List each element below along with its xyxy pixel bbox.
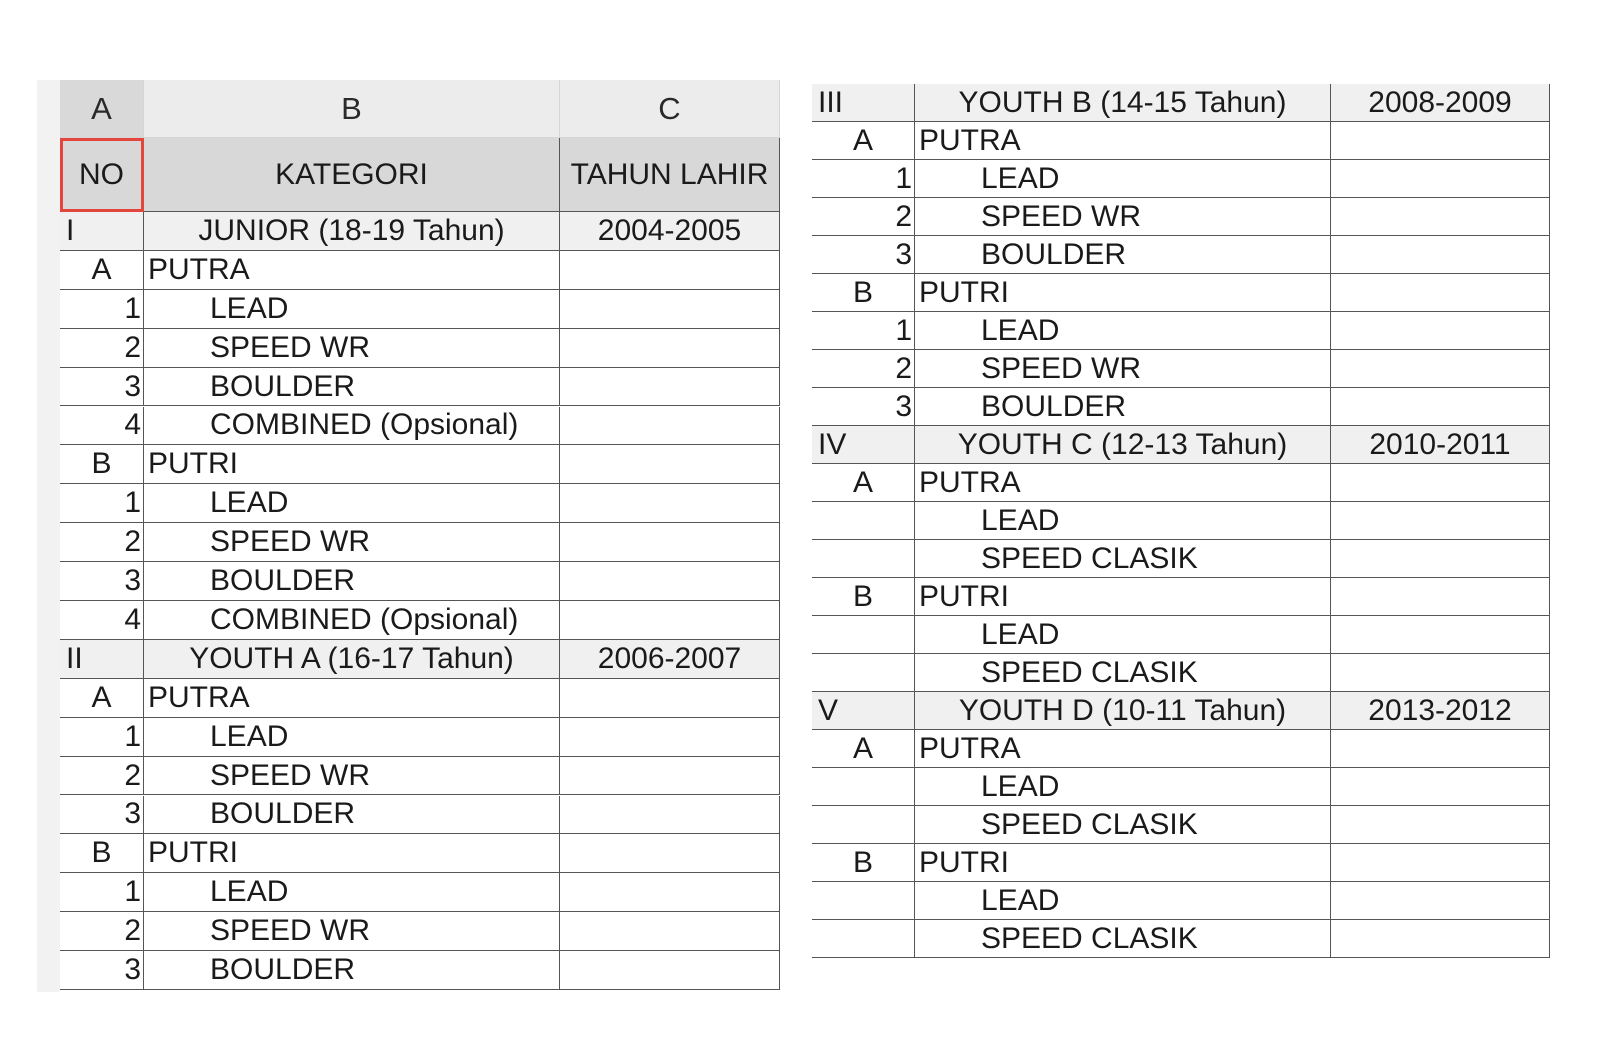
tahun-lahir-cell[interactable]: 2004-2005 bbox=[560, 212, 780, 251]
no-cell[interactable]: 1 bbox=[60, 290, 144, 329]
kategori-cell[interactable]: SPEED WR bbox=[144, 523, 560, 562]
no-cell[interactable]: 4 bbox=[60, 601, 144, 640]
tahun-lahir-cell[interactable] bbox=[560, 251, 780, 290]
kategori-cell[interactable]: BOULDER bbox=[915, 388, 1331, 426]
discipline-row bbox=[37, 484, 802, 523]
discipline-row bbox=[37, 796, 802, 835]
tahun-lahir-cell[interactable] bbox=[560, 679, 780, 718]
category-group-row bbox=[812, 426, 1563, 464]
table-header-row bbox=[37, 138, 802, 212]
tahun-lahir-cell[interactable] bbox=[560, 796, 780, 835]
no-cell[interactable]: B bbox=[60, 445, 144, 484]
kategori-cell[interactable]: COMBINED (Opsional) bbox=[144, 407, 560, 446]
no-cell[interactable]: 3 bbox=[60, 796, 144, 835]
kategori-cell[interactable]: PUTRI bbox=[915, 844, 1331, 882]
no-cell[interactable]: B bbox=[812, 578, 915, 616]
tahun-lahir-cell[interactable] bbox=[1331, 768, 1550, 806]
sheet-left bbox=[37, 80, 802, 992]
discipline-row bbox=[812, 768, 1563, 806]
tahun-lahir-cell[interactable] bbox=[1331, 578, 1550, 616]
kategori-cell[interactable]: PUTRA bbox=[144, 679, 560, 718]
category-group-row bbox=[37, 212, 802, 251]
no-cell[interactable]: 3 bbox=[812, 236, 915, 274]
tahun-lahir-cell[interactable] bbox=[1331, 844, 1550, 882]
kategori-cell[interactable]: PUTRI bbox=[915, 578, 1331, 616]
no-cell[interactable] bbox=[812, 882, 915, 920]
discipline-row bbox=[812, 654, 1563, 692]
kategori-cell[interactable]: SPEED WR bbox=[144, 912, 560, 951]
tahun-lahir-cell[interactable] bbox=[1331, 806, 1550, 844]
kategori-cell[interactable]: COMBINED (Opsional) bbox=[144, 601, 560, 640]
no-cell[interactable] bbox=[812, 806, 915, 844]
tahun-lahir-cell[interactable] bbox=[560, 601, 780, 640]
no-cell[interactable]: III bbox=[812, 84, 915, 122]
tahun-lahir-cell[interactable] bbox=[1331, 920, 1550, 958]
discipline-row bbox=[812, 882, 1563, 920]
kategori-cell[interactable]: PUTRI bbox=[144, 834, 560, 873]
tahun-lahir-cell[interactable]: 2006-2007 bbox=[560, 640, 780, 679]
tahun-lahir-cell[interactable] bbox=[1331, 540, 1550, 578]
gender-subgroup-row bbox=[812, 578, 1563, 616]
column-header-c[interactable]: C bbox=[560, 80, 780, 138]
gender-subgroup-row bbox=[37, 834, 802, 873]
kategori-cell[interactable]: BOULDER bbox=[144, 951, 560, 990]
kategori-cell[interactable]: SPEED WR bbox=[915, 350, 1331, 388]
discipline-row bbox=[37, 407, 802, 446]
tahun-lahir-cell[interactable] bbox=[1331, 502, 1550, 540]
discipline-row bbox=[812, 312, 1563, 350]
tahun-lahir-cell[interactable] bbox=[1331, 730, 1550, 768]
gender-subgroup-row bbox=[812, 844, 1563, 882]
kategori-cell[interactable]: SPEED CLASIK bbox=[915, 540, 1331, 578]
kategori-cell[interactable]: BOULDER bbox=[915, 236, 1331, 274]
kategori-cell[interactable]: SPEED CLASIK bbox=[915, 920, 1331, 958]
kategori-cell[interactable]: LEAD bbox=[915, 160, 1331, 198]
category-group-row bbox=[812, 84, 1563, 122]
kategori-cell[interactable]: YOUTH C (12-13 Tahun) bbox=[915, 426, 1331, 464]
tahun-lahir-cell[interactable] bbox=[1331, 274, 1550, 312]
tahun-lahir-cell[interactable] bbox=[1331, 198, 1550, 236]
no-cell[interactable]: 2 bbox=[60, 329, 144, 368]
discipline-row bbox=[37, 523, 802, 562]
kategori-cell[interactable]: JUNIOR (18-19 Tahun) bbox=[144, 212, 560, 251]
gender-subgroup-row bbox=[37, 251, 802, 290]
kategori-cell[interactable]: YOUTH B (14-15 Tahun) bbox=[915, 84, 1331, 122]
kategori-cell[interactable]: LEAD bbox=[144, 484, 560, 523]
discipline-row bbox=[37, 718, 802, 757]
no-cell[interactable]: I bbox=[60, 212, 144, 251]
no-cell[interactable]: 3 bbox=[60, 951, 144, 990]
tahun-lahir-cell[interactable] bbox=[560, 718, 780, 757]
kategori-cell[interactable]: SPEED WR bbox=[915, 198, 1331, 236]
header-kategori-cell[interactable]: KATEGORI bbox=[144, 138, 560, 212]
no-cell[interactable]: 1 bbox=[60, 873, 144, 912]
gender-subgroup-row bbox=[812, 122, 1563, 160]
discipline-row bbox=[812, 616, 1563, 654]
tahun-lahir-cell[interactable] bbox=[1331, 236, 1550, 274]
tahun-lahir-cell[interactable]: 2008-2009 bbox=[1331, 84, 1550, 122]
tahun-lahir-cell[interactable] bbox=[1331, 122, 1550, 160]
tahun-lahir-cell[interactable]: 2010-2011 bbox=[1331, 426, 1550, 464]
discipline-row bbox=[812, 236, 1563, 274]
kategori-cell[interactable]: LEAD bbox=[915, 312, 1331, 350]
no-cell[interactable]: B bbox=[812, 274, 915, 312]
tahun-lahir-cell[interactable] bbox=[560, 484, 780, 523]
kategori-cell[interactable]: SPEED CLASIK bbox=[915, 654, 1331, 692]
no-cell[interactable]: 3 bbox=[60, 368, 144, 407]
no-cell[interactable]: A bbox=[812, 122, 915, 160]
tahun-lahir-cell[interactable] bbox=[560, 290, 780, 329]
no-cell[interactable]: 2 bbox=[812, 350, 915, 388]
no-cell[interactable] bbox=[812, 654, 915, 692]
no-cell[interactable]: A bbox=[812, 464, 915, 502]
no-cell[interactable] bbox=[812, 616, 915, 654]
no-cell[interactable]: 1 bbox=[60, 718, 144, 757]
discipline-row bbox=[37, 873, 802, 912]
kategori-cell[interactable]: LEAD bbox=[144, 873, 560, 912]
discipline-row bbox=[37, 290, 802, 329]
kategori-cell[interactable]: LEAD bbox=[915, 502, 1331, 540]
category-group-row bbox=[812, 692, 1563, 730]
tahun-lahir-cell[interactable] bbox=[1331, 350, 1550, 388]
discipline-row bbox=[812, 806, 1563, 844]
gender-subgroup-row bbox=[37, 679, 802, 718]
no-cell[interactable]: 2 bbox=[60, 757, 144, 796]
gender-subgroup-row bbox=[812, 730, 1563, 768]
discipline-row bbox=[37, 757, 802, 796]
kategori-cell[interactable]: LEAD bbox=[144, 718, 560, 757]
no-cell[interactable]: 3 bbox=[60, 562, 144, 601]
tahun-lahir-cell[interactable] bbox=[560, 912, 780, 951]
tahun-lahir-cell[interactable]: 2013-2012 bbox=[1331, 692, 1550, 730]
no-cell[interactable]: B bbox=[812, 844, 915, 882]
discipline-row bbox=[812, 198, 1563, 236]
tahun-lahir-cell[interactable] bbox=[1331, 882, 1550, 920]
no-cell[interactable]: 2 bbox=[812, 198, 915, 236]
tahun-lahir-cell[interactable] bbox=[560, 834, 780, 873]
kategori-cell[interactable]: YOUTH A (16-17 Tahun) bbox=[144, 640, 560, 679]
kategori-cell[interactable]: SPEED CLASIK bbox=[915, 806, 1331, 844]
column-header-a[interactable]: A bbox=[60, 80, 144, 138]
header-no-cell[interactable]: NO bbox=[60, 138, 144, 212]
discipline-row bbox=[37, 329, 802, 368]
column-header-row bbox=[37, 80, 802, 138]
gender-subgroup-row bbox=[812, 464, 1563, 502]
kategori-cell[interactable]: PUTRA bbox=[915, 122, 1331, 160]
kategori-cell[interactable]: PUTRI bbox=[144, 445, 560, 484]
tahun-lahir-cell[interactable] bbox=[1331, 616, 1550, 654]
category-group-row bbox=[37, 640, 802, 679]
tahun-lahir-cell[interactable] bbox=[560, 757, 780, 796]
discipline-row bbox=[812, 350, 1563, 388]
no-cell[interactable]: IV bbox=[812, 426, 915, 464]
kategori-cell[interactable]: PUTRI bbox=[915, 274, 1331, 312]
no-cell[interactable]: A bbox=[60, 251, 144, 290]
no-cell[interactable]: A bbox=[60, 679, 144, 718]
no-cell[interactable]: 4 bbox=[60, 407, 144, 446]
column-header-b[interactable]: B bbox=[144, 80, 560, 138]
no-cell[interactable]: V bbox=[812, 692, 915, 730]
tahun-lahir-cell[interactable] bbox=[1331, 654, 1550, 692]
kategori-cell[interactable]: LEAD bbox=[144, 290, 560, 329]
discipline-row bbox=[37, 951, 802, 990]
discipline-row bbox=[812, 540, 1563, 578]
discipline-row bbox=[37, 912, 802, 951]
gender-subgroup-row bbox=[812, 274, 1563, 312]
tahun-lahir-cell[interactable] bbox=[560, 445, 780, 484]
kategori-cell[interactable]: LEAD bbox=[915, 882, 1331, 920]
kategori-cell[interactable]: SPEED WR bbox=[144, 329, 560, 368]
discipline-row bbox=[37, 368, 802, 407]
no-cell[interactable] bbox=[812, 920, 915, 958]
kategori-cell[interactable]: YOUTH D (10-11 Tahun) bbox=[915, 692, 1331, 730]
kategori-cell[interactable]: PUTRA bbox=[144, 251, 560, 290]
no-cell[interactable]: 3 bbox=[812, 388, 915, 426]
discipline-row bbox=[812, 160, 1563, 198]
tahun-lahir-cell[interactable] bbox=[560, 368, 780, 407]
tahun-lahir-cell[interactable] bbox=[560, 523, 780, 562]
gender-subgroup-row bbox=[37, 445, 802, 484]
kategori-cell[interactable]: BOULDER bbox=[144, 562, 560, 601]
no-cell[interactable]: 1 bbox=[60, 484, 144, 523]
tahun-lahir-cell[interactable] bbox=[1331, 388, 1550, 426]
no-cell[interactable] bbox=[812, 502, 915, 540]
tahun-lahir-cell[interactable] bbox=[560, 407, 780, 446]
tahun-lahir-cell[interactable] bbox=[560, 873, 780, 912]
no-cell[interactable]: 1 bbox=[812, 160, 915, 198]
discipline-row bbox=[37, 601, 802, 640]
kategori-cell[interactable]: SPEED WR bbox=[144, 757, 560, 796]
no-cell[interactable]: 2 bbox=[60, 912, 144, 951]
tahun-lahir-cell[interactable] bbox=[560, 951, 780, 990]
sheet-right bbox=[812, 80, 1563, 992]
kategori-cell[interactable]: PUTRA bbox=[915, 730, 1331, 768]
discipline-row bbox=[812, 388, 1563, 426]
discipline-row bbox=[37, 562, 802, 601]
header-tahun-lahir-cell[interactable]: TAHUN LAHIR bbox=[560, 138, 780, 212]
discipline-row bbox=[812, 502, 1563, 540]
tahun-lahir-cell[interactable] bbox=[1331, 312, 1550, 350]
no-cell[interactable] bbox=[812, 540, 915, 578]
no-cell[interactable]: II bbox=[60, 640, 144, 679]
no-cell[interactable]: A bbox=[812, 730, 915, 768]
tahun-lahir-cell[interactable] bbox=[1331, 464, 1550, 502]
no-cell[interactable]: 2 bbox=[60, 523, 144, 562]
kategori-cell[interactable]: BOULDER bbox=[144, 796, 560, 835]
kategori-cell[interactable]: PUTRA bbox=[915, 464, 1331, 502]
kategori-cell[interactable]: LEAD bbox=[915, 616, 1331, 654]
kategori-cell[interactable]: LEAD bbox=[915, 768, 1331, 806]
kategori-cell[interactable]: BOULDER bbox=[144, 368, 560, 407]
no-cell[interactable]: 1 bbox=[812, 312, 915, 350]
tahun-lahir-cell[interactable] bbox=[1331, 160, 1550, 198]
no-cell[interactable] bbox=[812, 768, 915, 806]
no-cell[interactable]: B bbox=[60, 834, 144, 873]
tahun-lahir-cell[interactable] bbox=[560, 329, 780, 368]
discipline-row bbox=[812, 920, 1563, 958]
tahun-lahir-cell[interactable] bbox=[560, 562, 780, 601]
